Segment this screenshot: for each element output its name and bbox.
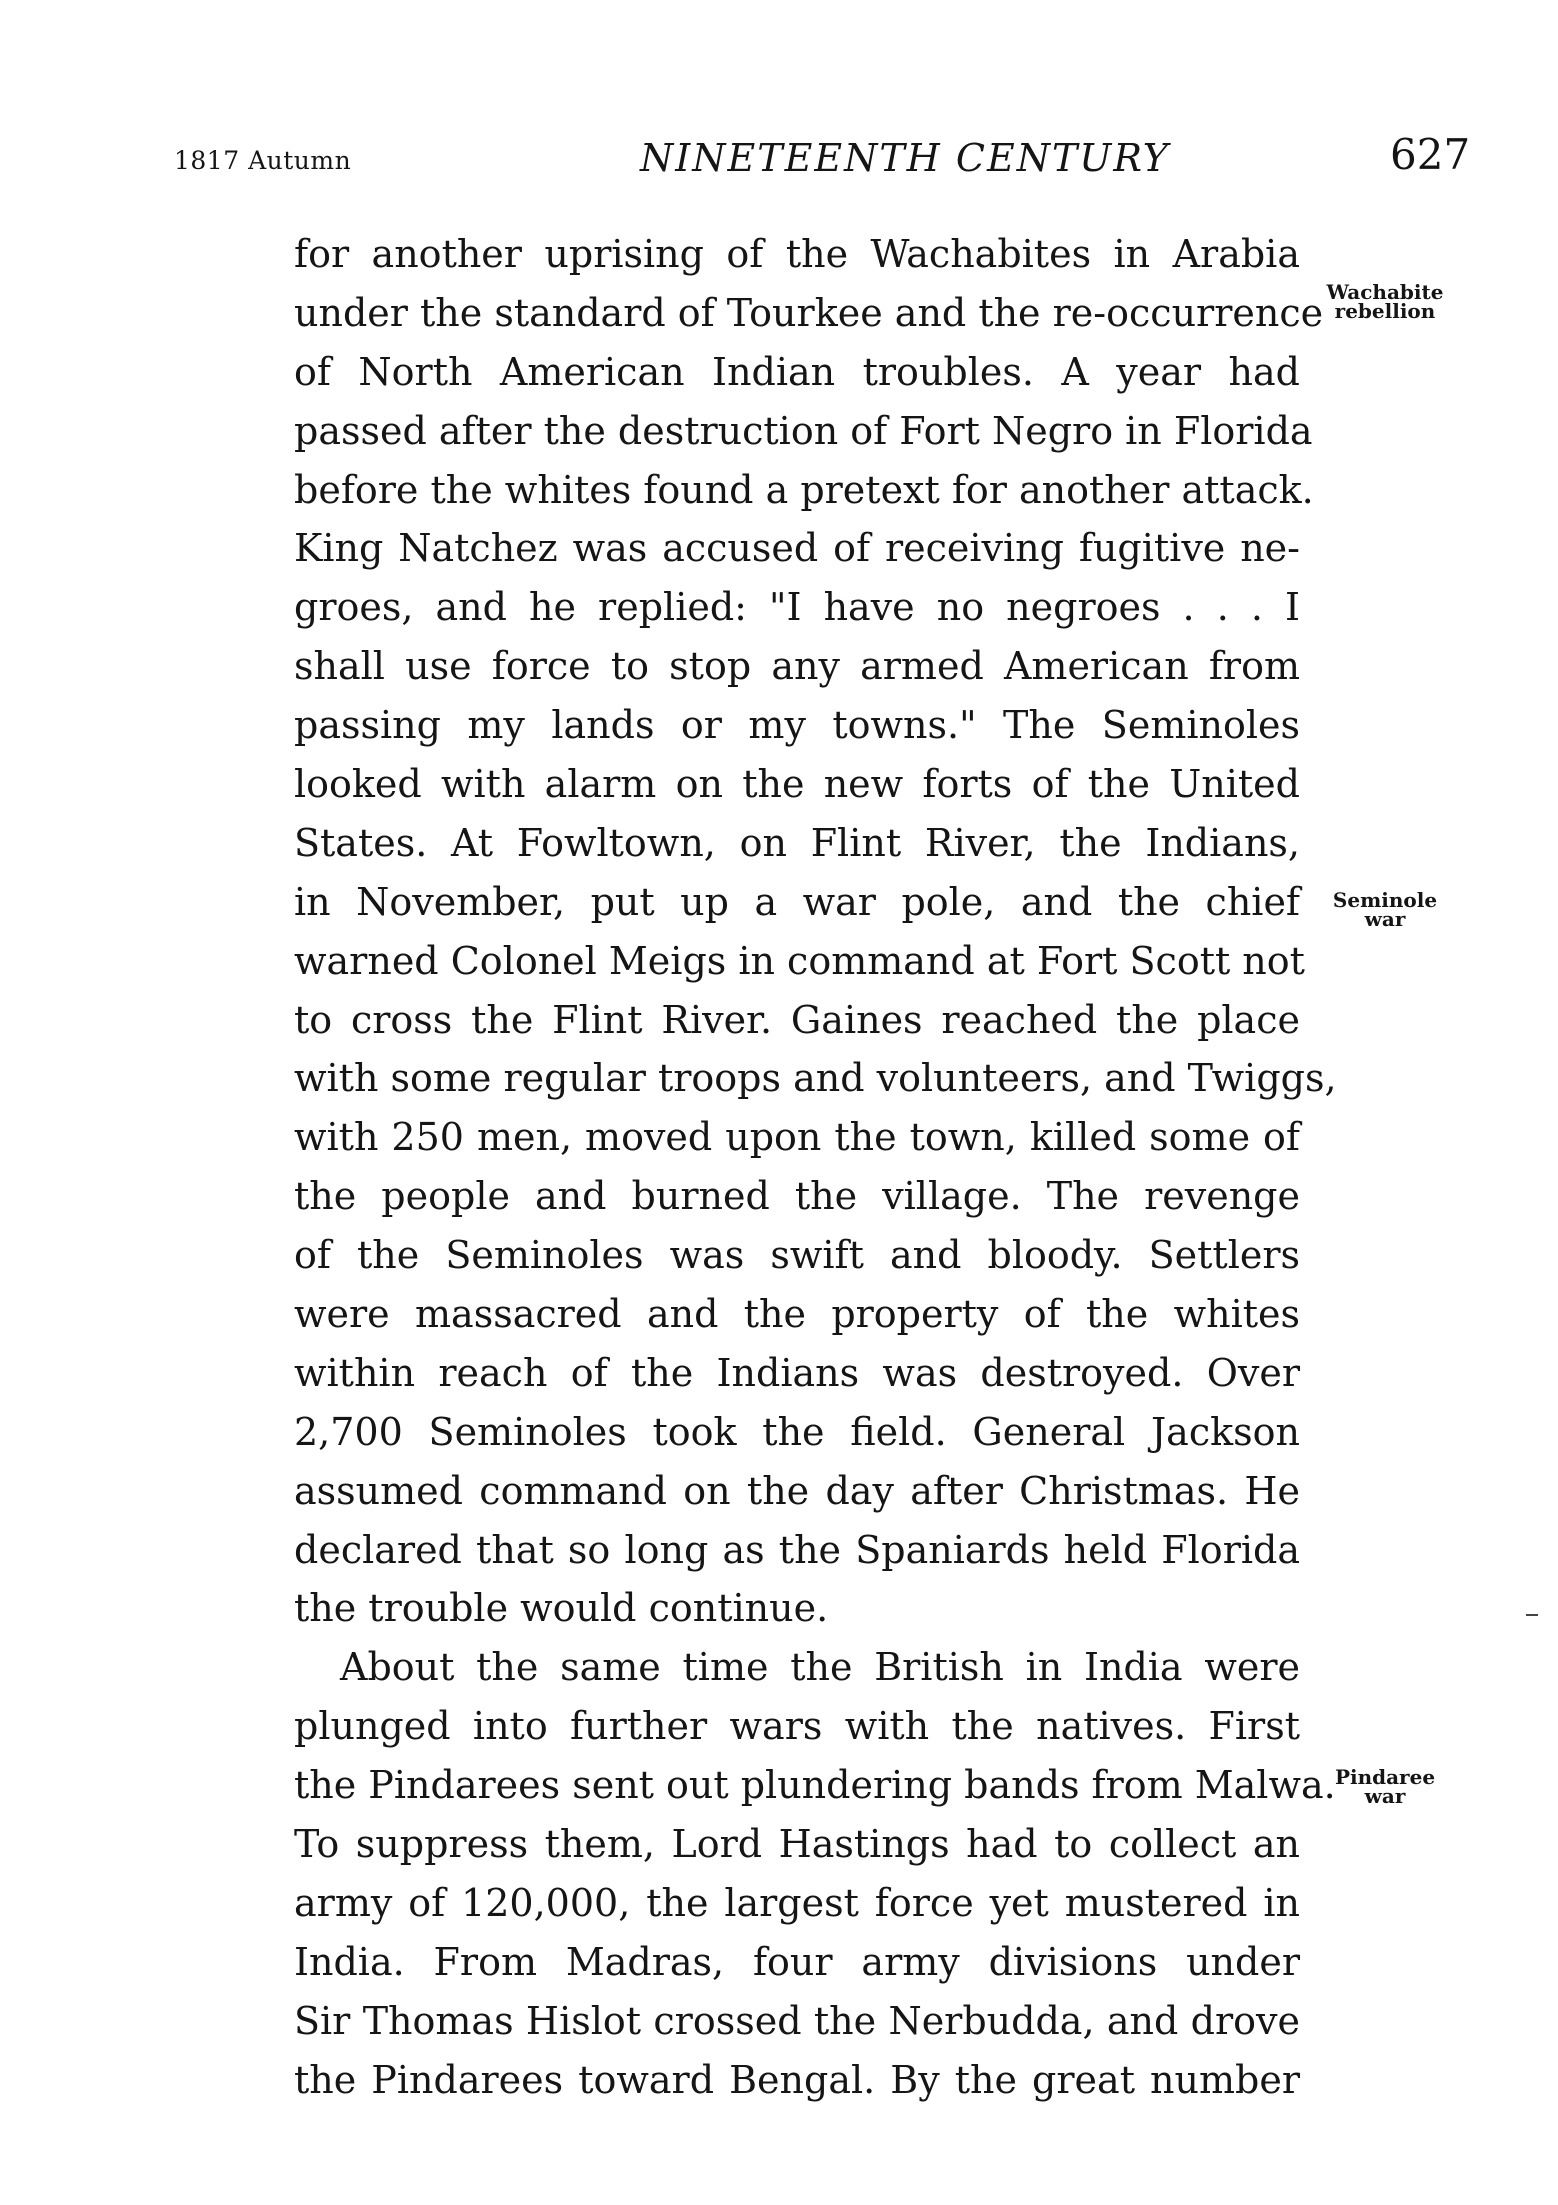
margin-note-wachabite xyxy=(1310,280,1460,323)
text-line-paragraph-start: About the same time the British in India were xyxy=(340,1645,1300,1690)
text-line: the people and burned the village. The revenge xyxy=(294,1174,1300,1219)
text-line: were massacred and the property of the whites xyxy=(294,1292,1300,1337)
body-text xyxy=(294,225,1337,2110)
text-line: to cross the Flint River. Gaines reached the place xyxy=(294,997,1300,1042)
text-line: Sir Thomas Hislot crossed the Nerbudda, and drove xyxy=(294,1998,1300,2043)
page-number: 627 xyxy=(1390,130,1471,179)
text-line: To suppress them, Lord Hastings had to collect an xyxy=(294,1822,1300,1867)
text-line: within reach of the Indians was destroyed. Over xyxy=(294,1350,1300,1395)
margin-note-line: Seminole xyxy=(1332,888,1438,912)
text-line: looked with alarm on the new forts of the United xyxy=(294,762,1300,807)
text-line: 2,700 Seminoles took the field. General Jackson xyxy=(294,1409,1300,1454)
text-line: India. From Madras, four army divisions under xyxy=(294,1939,1300,1984)
text-line: passing my lands or my towns." The Seminoles xyxy=(294,703,1300,748)
running-head-date: 1817 Autumn xyxy=(174,146,352,175)
text-line: the Pindarees sent out plundering bands from Malwa. xyxy=(294,1763,1336,1808)
text-line: the Pindarees toward Bengal. By the great number xyxy=(294,2057,1300,2102)
text-line: groes, and he replied: "I have no negroes . . . I xyxy=(294,585,1300,630)
text-line: for another uprising of the Wachabites in Arabia xyxy=(294,232,1300,276)
text-line: declared that so long as the Spaniards held Florida xyxy=(294,1527,1300,1572)
text-line: shall use force to stop any armed American from xyxy=(294,644,1300,689)
text-line: plunged into further wars with the natives. First xyxy=(294,1704,1300,1749)
stray-mark xyxy=(1526,1614,1538,1616)
margin-note-seminole xyxy=(1310,888,1460,931)
text-line: before the whites found a pretext for another attack. xyxy=(294,467,1314,512)
text-line: army of 120,000, the largest force yet mustered in xyxy=(294,1880,1300,1925)
text-line: of North American Indian troubles. A year had xyxy=(294,349,1300,394)
text-line-paragraph-end: the trouble would continue. xyxy=(294,1586,829,1631)
text-line: passed after the destruction of Fort Negro in Florida xyxy=(294,408,1313,453)
margin-note-pindaree xyxy=(1310,1765,1460,1808)
margin-note-line: war xyxy=(1364,1784,1406,1808)
text-line: assumed command on the day after Christmas. He xyxy=(294,1468,1300,1513)
text-line: States. At Fowltown, on Flint River, the Indians, xyxy=(294,820,1300,865)
margin-note-line: Pindaree xyxy=(1334,1765,1436,1789)
text-line: King Natchez was accused of receiving fugitive ne- xyxy=(294,526,1300,571)
text-line: with some regular troops and volunteers, and Twiggs, xyxy=(294,1056,1337,1101)
running-head-title: NINETEENTH CENTURY xyxy=(640,136,1170,180)
margin-note-line: Wachabite xyxy=(1326,280,1444,304)
text-line: under the standard of Tourkee and the re-occurrence xyxy=(294,290,1324,335)
text-line: warned Colonel Meigs in command at Fort Scott not xyxy=(294,938,1305,983)
text-line: in November, put up a war pole, and the chief xyxy=(294,879,1300,924)
text-line: of the Seminoles was swift and bloody. Settlers xyxy=(294,1233,1300,1278)
margin-note-line: war xyxy=(1364,907,1406,931)
text-line: with 250 men, moved upon the town, killed some of xyxy=(294,1115,1300,1160)
margin-note-line: rebellion xyxy=(1334,299,1436,323)
